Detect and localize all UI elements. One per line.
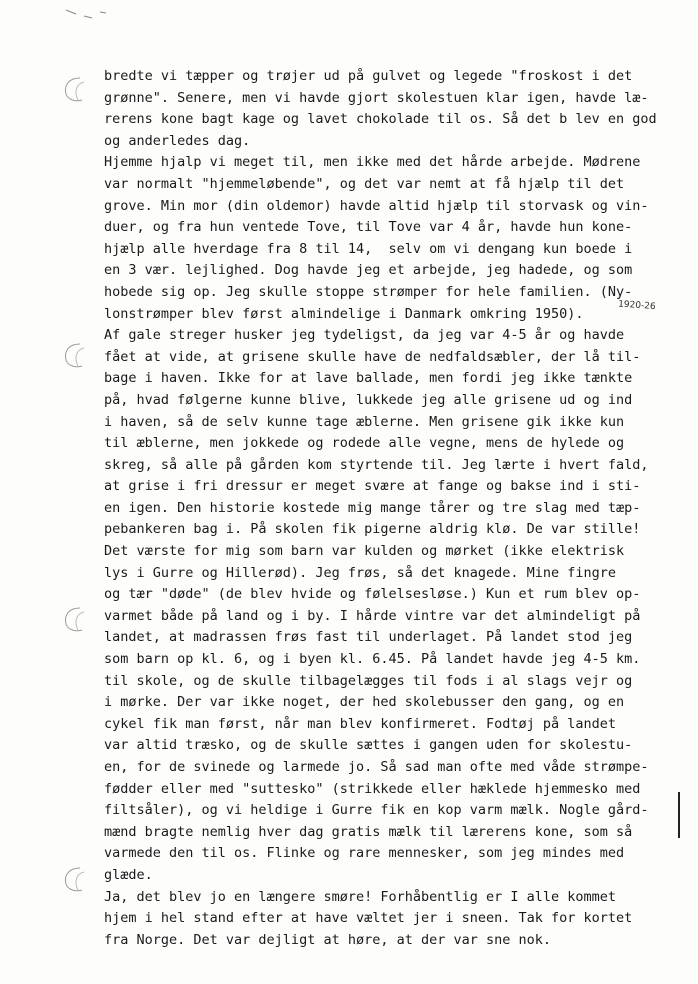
text-line: og anderledes dag. xyxy=(104,132,251,149)
punch-hole-icon xyxy=(58,864,88,894)
punch-hole-icon xyxy=(58,74,88,104)
letter-body xyxy=(104,66,664,951)
text-line: cykel fik man først, når man blev konfirmeret. Fodtøj på landet xyxy=(104,715,617,732)
text-line: i haven, så de selv kunne tage æblerne. Men grisene gik ikke kun xyxy=(104,413,625,430)
text-line: hjælp alle hverdage fra 8 til 14, selv om vi dengang kun boede i xyxy=(104,240,633,257)
handwritten-margin-note: 1920-26 xyxy=(617,299,656,313)
text-line: pebankeren bag i. På skolen fik pigerne aldrig klø. De var stille! xyxy=(104,521,641,538)
text-line: Ja, det blev jo en længere smøre! Forhåbentlig er I alle kommet xyxy=(104,888,617,905)
text-line: grove. Min mor (din oldemor) havde altid hjælp til storvask og vin- xyxy=(104,197,649,214)
text-line: hobede sig op. Jeg skulle stoppe strømper for hele familien. (Ny- xyxy=(104,283,633,300)
text-line: bredte vi tæpper og trøjer ud på gulvet og legede "froskost i det xyxy=(104,68,633,84)
text-line: hjem i hel stand efter at have væltet jer i sneen. Tak for kortet xyxy=(104,910,633,927)
text-line: grønne". Senere, men vi havde gjort skolestuen klar igen, havde læ- xyxy=(104,89,649,106)
text-line: Hjemme hjalp vi meget til, men ikke med det hårde arbejde. Mødrene xyxy=(104,154,641,171)
punch-hole-column xyxy=(0,0,100,984)
text-line: en igen. Den historie kostede mig mange tårer og tre slag med tæp- xyxy=(104,499,641,516)
punch-hole-icon xyxy=(58,604,88,634)
punch-hole-icon xyxy=(58,340,88,370)
text-line: til æblerne, men jokkede og rodede alle vegne, mens de hylede og xyxy=(104,435,625,452)
text-line: på, hvad følgerne kunne blive, lukkede jeg alle grisene ud og ind xyxy=(104,391,633,408)
text-line: som barn op kl. 6, og i byen kl. 6.45. På landet havde jeg 4-5 km. xyxy=(104,651,641,668)
text-line: duer, og fra hun ventede Tove, til Tove var 4 år, havde hun kone- xyxy=(104,219,633,236)
text-line: landet, at madrassen frøs fast til underlaget. På landet stod jeg xyxy=(104,629,633,646)
text-line: glæde. xyxy=(104,866,153,883)
text-line: rerens kone bagt kage og lavet chokolade til os. Så det b lev en god xyxy=(104,111,657,128)
text-line: varmede den til os. Flinke og rare mennesker, som jeg mindes med xyxy=(104,845,625,862)
text-line: Det værste for mig som barn var kulden og mørket (ikke elektrisk xyxy=(104,543,625,560)
text-line: mænd bragte nemlig hver dag gratis mælk til lærerens kone, som så xyxy=(104,823,633,840)
text-line: var altid træsko, og de skulle sættes i gangen uden for skolestu- xyxy=(104,737,633,754)
text-line: var normalt "hjemmeløbende", og det var nemt at få hjælp til det xyxy=(104,175,625,192)
text-line: fået at vide, at grisene skulle have de nedfaldsæbler, der lå til- xyxy=(104,348,641,365)
text-line: varmet både på land og i by. I hårde vintre var det almindeligt på xyxy=(104,607,641,624)
text-line: i mørke. Der var ikke noget, der hed skolebusser den gang, og en xyxy=(104,694,625,711)
text-line: filtsåler), og vi heldige i Gurre fik en kop varm mælk. Nogle gård- xyxy=(104,802,649,819)
margin-line-mark xyxy=(676,790,682,840)
text-line: bage i haven. Ikke for at lave ballade, men fordi jeg ikke tænkte xyxy=(104,370,633,387)
text-line: fødder eller med "suttesko" (strikkede eller hæklede hjemmesko med xyxy=(104,780,641,797)
text-line: Af gale streger husker jeg tydeligst, da jeg var 4-5 år og havde xyxy=(104,327,625,344)
text-line: lonstrømper blev først almindelige i Danmark omkring 1950). xyxy=(104,305,584,322)
text-line: en 3 vær. lejlighed. Dog havde jeg et arbejde, jeg hadede, og som xyxy=(104,262,633,279)
text-line: og tær "døde" (de blev hvide og følelsesløse.) Kun et rum blev op- xyxy=(104,586,641,603)
text-line: en, for de svinede og larmede jo. Så sad man ofte med våde strømpe- xyxy=(104,759,649,775)
text-line: fra Norge. Det var dejligt at høre, at der var sne nok. xyxy=(104,931,552,948)
text-line: lys i Gurre og Hillerød). Jeg frøs, så det knagede. Mine fingre xyxy=(104,564,617,581)
text-line: skreg, så alle på gården kom styrtende til. Jeg lærte i hvert fald, xyxy=(104,456,649,473)
text-line: at grise i fri dressur er meget svære at fange og bakse ind i sti- xyxy=(104,478,641,495)
text-line: til skole, og de skulle tilbagelægges til fods i al slags vejr og xyxy=(104,672,633,689)
